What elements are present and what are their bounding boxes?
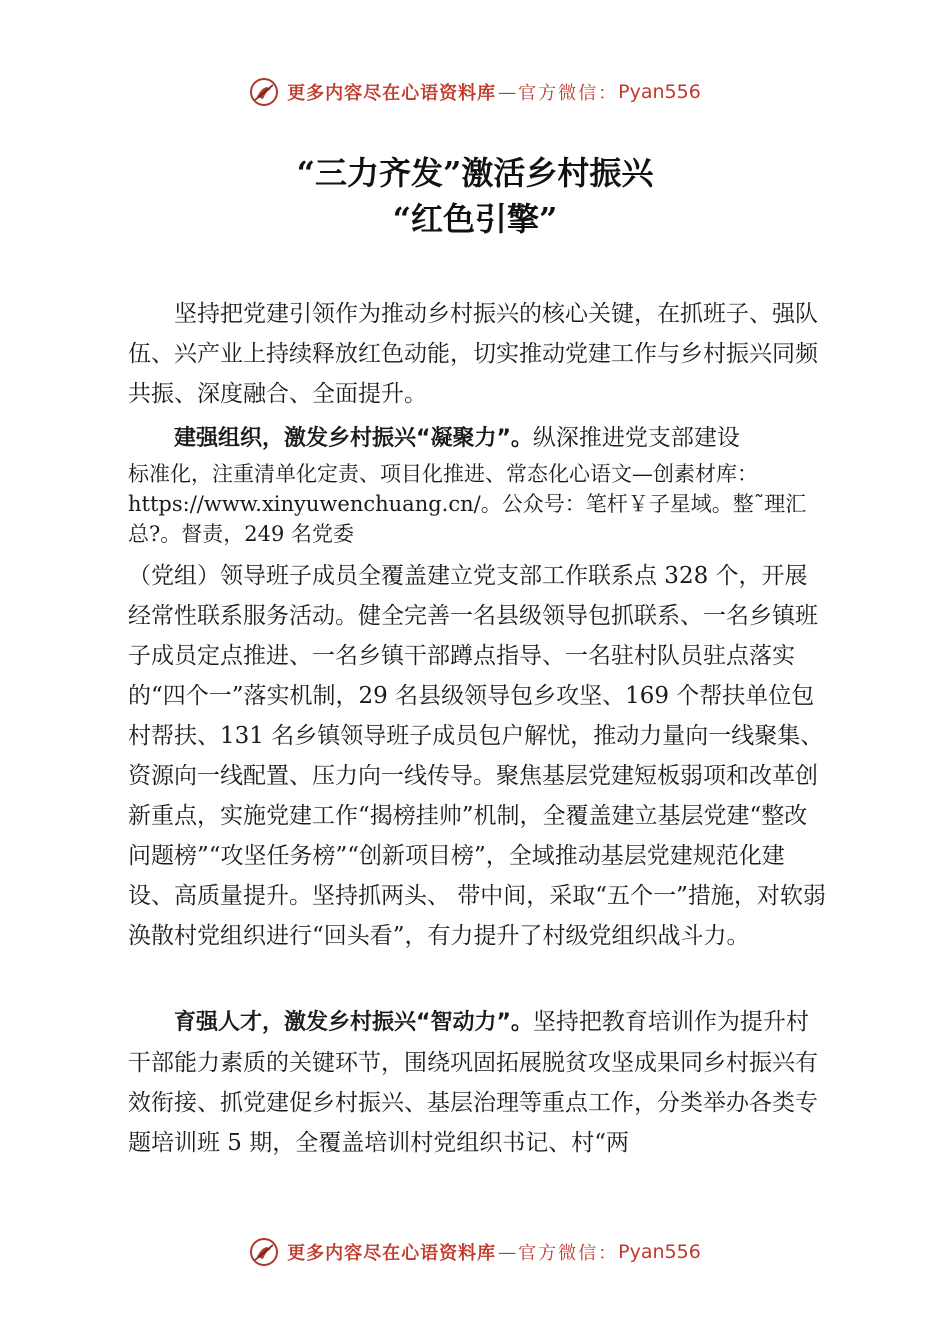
banner-separator: — [498, 1241, 517, 1263]
banner-separator: — [498, 81, 517, 103]
title-line-2: “红色引擎” [392, 200, 558, 238]
header-watermark [0, 72, 950, 112]
book-logo-icon [249, 1237, 279, 1267]
banner-wechat-label: 官方微信： [518, 83, 619, 104]
section-heading-organization: 建强组织，激发乡村振兴“凝聚力”。 [174, 426, 533, 451]
page-title [0, 150, 950, 242]
paragraph-talent-body: 坚持把教育培训作为提升村干部能力素质的关键环节，围绕巩固拓展脱贫攻坚成果同乡村振兴有效衔接、抓党建促乡村振兴、基层治理等重点工作，分类举办各类专题培训班 5 期，全覆盖培训村党组织书记、村“两 [128, 1009, 818, 1156]
banner-wechat-id: Pyan556 [618, 81, 701, 103]
banner-wechat-label: 官方微信： [518, 1243, 619, 1264]
footer-watermark [0, 1232, 950, 1272]
paragraph-organization-lead: 纵深推进党支部建设 [532, 425, 740, 451]
paragraph-organization-body: 标准化，注重清单化定责、项目化推进、常态化心语文—创素材库：https://www.xinyuwenchuang.cn/。公众号：笔杆￥子星域。整˜理汇总?。督责，249 名党委 [128, 462, 807, 546]
title-line-1: “三力齐发”激活乡村振兴 [296, 154, 654, 192]
banner-wechat-id: Pyan556 [618, 1241, 701, 1263]
paragraph-organization [128, 418, 828, 549]
section-heading-talent: 育强人才，激发乡村振兴“智动力”。 [174, 1010, 533, 1035]
paragraph-talent [128, 1002, 828, 1163]
book-logo-icon [249, 77, 279, 107]
banner-text: 更多内容尽在心语资料库 [287, 83, 497, 104]
banner-text: 更多内容尽在心语资料库 [287, 1243, 497, 1264]
paragraph-organization-continued: （党组）领导班子成员全覆盖建立党支部工作联系点 328 个，开展经常性联系服务活动。健全完善一名县级领导包抓联系、一名乡镇班子成员定点推进、一名乡镇干部蹲点指导、一名驻村队员驻点落实的“四个一”落实机制，29 名县级领导包乡攻坚、169 个帮扶单位包村帮扶、131 名乡镇领导班子成员包户解忧，推动力量向一线聚集、资源向一线配置、压力向一线传导。聚焦基层党建短板弱项和改革创新重点，实施党建工作“揭榜挂帅”机制，全覆盖建立基层党建“整改问题榜”“攻坚任务榜”“创新项目榜”，全域推动基层党建规范化建设、高质量提升。坚持抓两头、 带中间，采取“五个一”措施，对软弱涣散村党组织进行“回头看”，有力提升了村级党组织战斗力。 [128, 563, 826, 949]
paragraph-intro: 坚持把党建引领作为推动乡村振兴的核心关键，在抓班子、强队伍、兴产业上持续释放红色动能，切实推动党建工作与乡村振兴同频共振、深度融合、全面提升。 [128, 301, 818, 407]
